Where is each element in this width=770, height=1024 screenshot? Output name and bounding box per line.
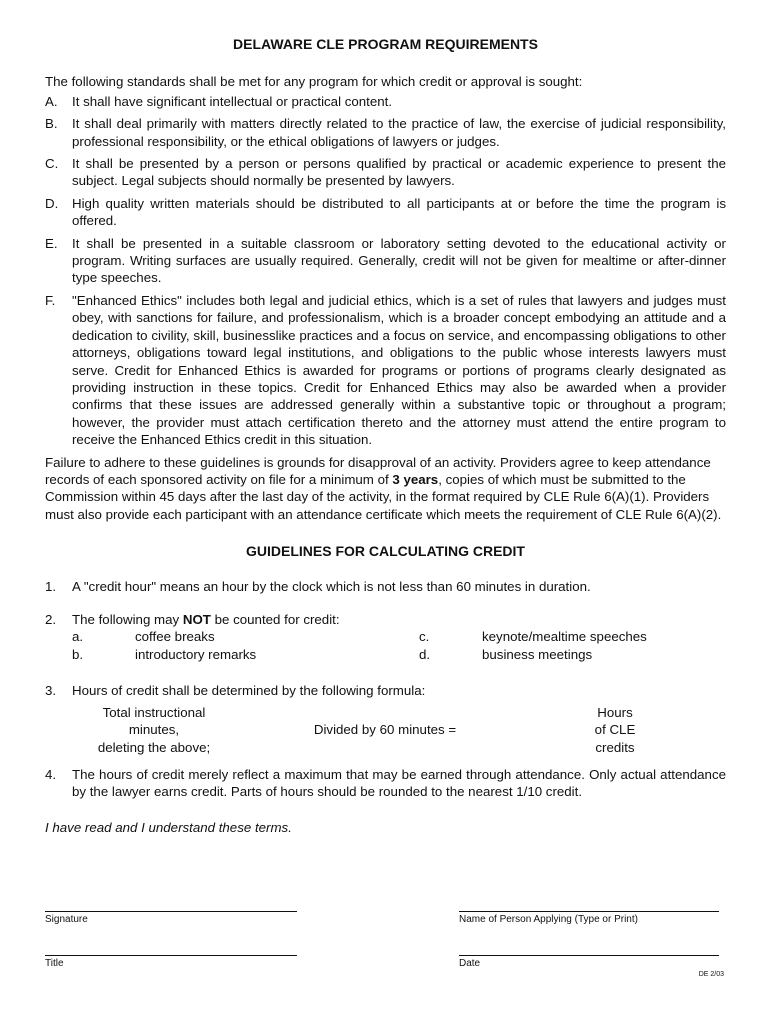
- guideline-text-before: The following may: [72, 611, 183, 627]
- guideline-4: [45, 766, 726, 801]
- standard-item-a: [45, 93, 726, 110]
- guideline-3: [45, 682, 726, 699]
- standard-text: It shall deal primarily with matters directly related to the practice of law, the exercise of judicial responsibility, professional responsibility, or the ethical obligations of lawyers or judges.: [72, 116, 726, 149]
- guideline-text-after: be counted for credit:: [210, 611, 340, 627]
- date-label: Date: [459, 958, 481, 969]
- excluded-letter: b.: [72, 647, 84, 663]
- guideline-text: Hours of credit shall be determined by the following formula:: [72, 683, 426, 699]
- standard-text: "Enhanced Ethics" includes both legal and judicial ethics, which is a set of rules that lawyers and judges must obey, with sanctions for failure, and professionalism, which is a broader concept embodying an attitude and a dedication to civility, skill, businesslike practices and a focus on service, and encompassing obligations to other attorneys, obligations toward legal institutions, and obligations to the public whose interests lawyers must serve. Credit for Enhanced Ethics is awarded for programs or portions of programs clearly designated as providing instruction in these topics. Credit for Enhanced Ethics may also be awarded when a provider confirms that these issues are addressed generally within a substantive topic or throughout a program; however, the provider must attach certification thereto and the attorney must attend the entire program to receive the Enhanced Ethics credit in this situation.: [72, 292, 726, 448]
- guideline-text: [72, 611, 726, 628]
- standard-text: It shall be presented in a suitable classroom or laboratory setting devoted to the educational activity or program. Writing surfaces are usually required. Generally, credit will not be given for mealtime or after-dinner type speeches.: [72, 235, 726, 286]
- retention-period: 3 years: [392, 471, 439, 487]
- form-code: DE 2/03: [698, 971, 724, 978]
- page-title: DELAWARE CLE PROGRAM REQUIREMENTS: [233, 36, 538, 52]
- failure-text-after: , copies of which must be submitted to the Commission within 45 days after the last day of the activity, in the format required by CLE Rule 6(A)(1). Providers must also provide each participant with an attendance certificate which meets the requirement of CLE Rule 6(A)(2).: [45, 471, 722, 522]
- failure-paragraph: [45, 454, 726, 524]
- guideline-number: 1.: [45, 578, 57, 594]
- formula-left-line: Total instructional: [102, 704, 206, 720]
- signature-line[interactable]: [45, 911, 297, 912]
- not-emphasis: NOT: [182, 611, 211, 627]
- standard-item-b: [45, 115, 726, 150]
- credit-formula: [45, 704, 726, 755]
- formula-right: [575, 704, 655, 756]
- formula-right-line: Hours: [597, 704, 633, 720]
- formula-right-line: of CLE: [594, 722, 636, 738]
- standard-letter: F.: [45, 292, 56, 308]
- standard-text: High quality written materials should be distributed to all participants at or before the time the program is offered.: [72, 195, 726, 229]
- guidelines-title: GUIDELINES FOR CALCULATING CREDIT: [246, 543, 525, 560]
- standard-letter: D.: [45, 195, 59, 211]
- excluded-letter: a.: [72, 629, 84, 645]
- excluded-item: coffee breaks: [135, 629, 215, 645]
- guideline-number: 3.: [45, 683, 57, 699]
- guideline-number: 2.: [45, 611, 57, 627]
- guideline-body: [72, 611, 726, 664]
- standard-letter: E.: [45, 235, 58, 251]
- excluded-item: introductory remarks: [135, 647, 257, 663]
- standard-letter: A.: [45, 93, 58, 109]
- excluded-item: keynote/mealtime speeches: [482, 629, 647, 645]
- standard-item-e: [45, 235, 726, 287]
- standards-list: [45, 93, 726, 449]
- guideline-1: [45, 578, 726, 595]
- excluded-item: business meetings: [482, 647, 593, 663]
- standard-item-d: [45, 195, 726, 230]
- guideline-2: [45, 611, 726, 664]
- formula-right-line: credits: [595, 739, 635, 755]
- standard-letter: C.: [45, 156, 59, 172]
- standard-text: It shall have significant intellectual or practical content.: [72, 93, 393, 109]
- date-line[interactable]: [459, 955, 719, 956]
- standard-letter: B.: [45, 116, 58, 132]
- failure-text-before: Failure to adhere to these guidelines is grounds for disapproval of an activity. Providers agree to keep attendance records of each sponsored activity on file for a minimum of: [45, 454, 711, 487]
- name-line[interactable]: [459, 911, 719, 912]
- standard-item-f: [45, 292, 726, 449]
- guideline-number: 4.: [45, 766, 57, 782]
- guideline-text: A "credit hour" means an hour by the clock which is not less than 60 minutes in duration.: [72, 578, 591, 594]
- signature-label: Signature: [45, 914, 88, 925]
- excluded-letter: c.: [419, 629, 430, 645]
- standard-item-c: [45, 155, 726, 190]
- excluded-letter: d.: [419, 647, 431, 663]
- guideline-text: The hours of credit merely reflect a maximum that may be earned through attendance. Only actual attendance by the lawyer earns credit. Parts of hours should be rounded to the nearest 1/10 credit.: [72, 766, 726, 800]
- excluded-items: [72, 628, 726, 664]
- intro-text: The following standards shall be met for any program for which credit or approval is sought:: [45, 74, 583, 90]
- name-label: Name of Person Applying (Type or Print): [459, 914, 638, 925]
- title-line[interactable]: [45, 955, 297, 956]
- formula-middle: Divided by 60 minutes =: [313, 721, 457, 737]
- formula-left-line: deleting the above;: [97, 739, 211, 755]
- acknowledgement-text: I have read and I understand these terms.: [45, 819, 292, 835]
- formula-left: [79, 704, 229, 756]
- title-label: Title: [45, 958, 64, 969]
- standard-text: It shall be presented by a person or persons qualified by practical or academic experience to present the subject. Legal subjects should normally be presented by lawyers.: [72, 156, 726, 189]
- formula-left-line: minutes,: [128, 722, 180, 738]
